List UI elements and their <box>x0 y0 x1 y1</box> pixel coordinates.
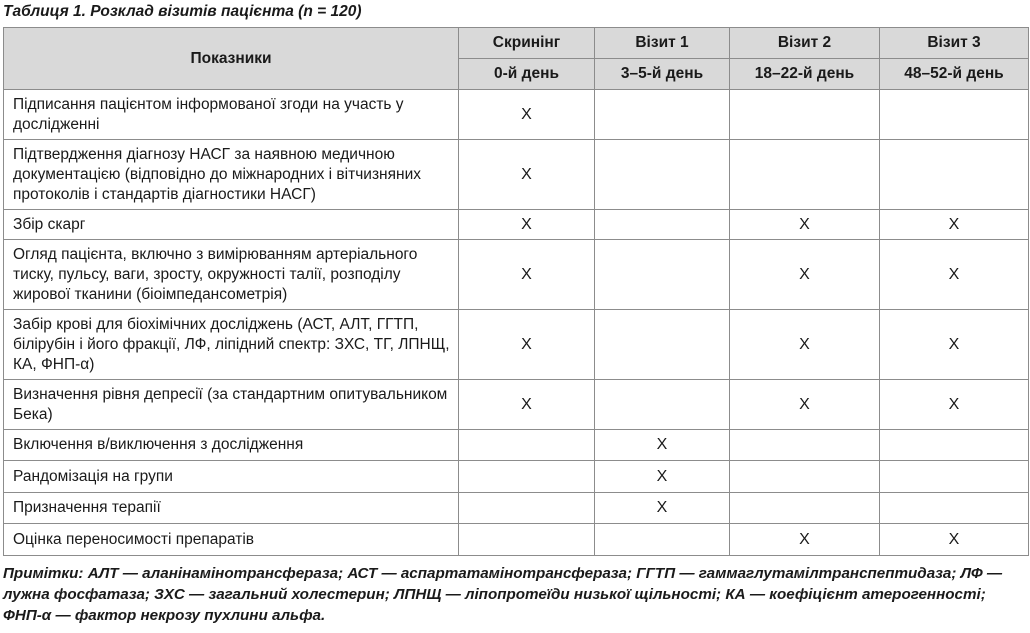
visit-mark-cell: X <box>459 380 595 430</box>
visit-mark-cell <box>595 310 730 380</box>
visit-mark-cell <box>595 140 730 210</box>
table-row <box>4 461 1029 493</box>
visit-mark-cell <box>595 90 730 140</box>
column-day-screening: 0-й день <box>459 59 595 90</box>
row-label: Призначення терапії <box>4 493 459 524</box>
row-label: Забір крові для біохімічних досліджень (АСТ, АЛТ, ГГТП, білірубін і його фракції, ЛФ, ліпідний спектр: ЗХС, ТГ, ЛПНЩ, КА, ФНП-α) <box>4 310 459 380</box>
visit-mark-cell <box>595 210 730 240</box>
visit-mark-cell <box>595 524 730 556</box>
visit-mark-cell <box>730 90 880 140</box>
column-day-visit-2: 18–22-й день <box>730 59 880 90</box>
visit-mark-cell: X <box>730 210 880 240</box>
visit-mark-cell <box>880 493 1029 524</box>
column-day-visit-1: 3–5-й день <box>595 59 730 90</box>
table-row <box>4 90 1029 140</box>
visit-mark-cell: X <box>880 210 1029 240</box>
table-row <box>4 493 1029 524</box>
visit-mark-cell: X <box>880 240 1029 310</box>
visit-mark-cell: X <box>730 240 880 310</box>
visit-mark-cell <box>880 461 1029 493</box>
visit-mark-cell: X <box>880 524 1029 556</box>
row-label: Включення в/виключення з дослідження <box>4 430 459 461</box>
visit-mark-cell: X <box>595 461 730 493</box>
row-label: Підтвердження діагнозу НАСГ за наявною медичною документацією (відповідно до міжнародних і вітчизняних протоколів і стандартів діагностики НАСГ) <box>4 140 459 210</box>
row-label: Оцінка переносимості препаратів <box>4 524 459 556</box>
visit-mark-cell <box>880 430 1029 461</box>
table-row <box>4 140 1029 210</box>
visit-mark-cell: X <box>880 310 1029 380</box>
row-label: Збір скарг <box>4 210 459 240</box>
table-row <box>4 430 1029 461</box>
column-header-screening: Скринінг <box>459 28 595 59</box>
table-row <box>4 524 1029 556</box>
indicators-header: Показники <box>4 28 459 90</box>
table-notes: Примітки: АЛТ — аланінамінотрансфераза; АСТ — аспартатамінотрансфераза; ГГТП — гаммаглутамілтранспептидаза; ЛФ — лужна фосфатаза; ЗХС — загальний холестерин; ЛПНЩ — ліпопротеїди низької щільності; КА — коефіцієнт атерогенності; ФНП-α — фактор некрозу пухлини альфа. <box>3 565 1003 624</box>
table-row <box>4 380 1029 430</box>
visit-mark-cell <box>459 524 595 556</box>
column-day-visit-3: 48–52-й день <box>880 59 1029 90</box>
table-row <box>4 310 1029 380</box>
visit-mark-cell <box>595 240 730 310</box>
visit-mark-cell: X <box>459 240 595 310</box>
row-label: Визначення рівня депресії (за стандартним опитувальником Бека) <box>4 380 459 430</box>
visit-mark-cell: X <box>595 430 730 461</box>
column-header-visit-3: Візит 3 <box>880 28 1029 59</box>
row-label: Огляд пацієнта, включно з вимірюванням артеріального тиску, пульсу, ваги, зросту, окружності талії, розподілу жирової тканини (біоімпедансометрія) <box>4 240 459 310</box>
visit-mark-cell <box>459 461 595 493</box>
visit-mark-cell: X <box>459 90 595 140</box>
table-row <box>4 210 1029 240</box>
column-header-visit-2: Візит 2 <box>730 28 880 59</box>
visit-mark-cell: X <box>459 210 595 240</box>
visit-mark-cell <box>730 493 880 524</box>
visit-mark-cell <box>459 430 595 461</box>
visit-schedule-table <box>3 27 1029 556</box>
header-row-names <box>4 28 1029 59</box>
visit-mark-cell <box>595 380 730 430</box>
visit-mark-cell: X <box>595 493 730 524</box>
row-label: Підписання пацієнтом інформованої згоди на участь у дослідженні <box>4 90 459 140</box>
table-header <box>4 28 1029 90</box>
table-body <box>4 90 1029 556</box>
visit-mark-cell <box>459 493 595 524</box>
table-row <box>4 240 1029 310</box>
visit-mark-cell <box>880 140 1029 210</box>
visit-mark-cell <box>880 90 1029 140</box>
visit-mark-cell: X <box>880 380 1029 430</box>
column-header-visit-1: Візит 1 <box>595 28 730 59</box>
visit-mark-cell: X <box>459 310 595 380</box>
visit-mark-cell <box>730 461 880 493</box>
visit-mark-cell: X <box>730 524 880 556</box>
visit-mark-cell <box>730 430 880 461</box>
visit-mark-cell: X <box>459 140 595 210</box>
visit-mark-cell <box>730 140 880 210</box>
table-caption: Таблиця 1. Розклад візитів пацієнта (n = 120) <box>3 3 362 20</box>
visit-mark-cell: X <box>730 380 880 430</box>
visit-mark-cell: X <box>730 310 880 380</box>
row-label: Рандомізація на групи <box>4 461 459 493</box>
